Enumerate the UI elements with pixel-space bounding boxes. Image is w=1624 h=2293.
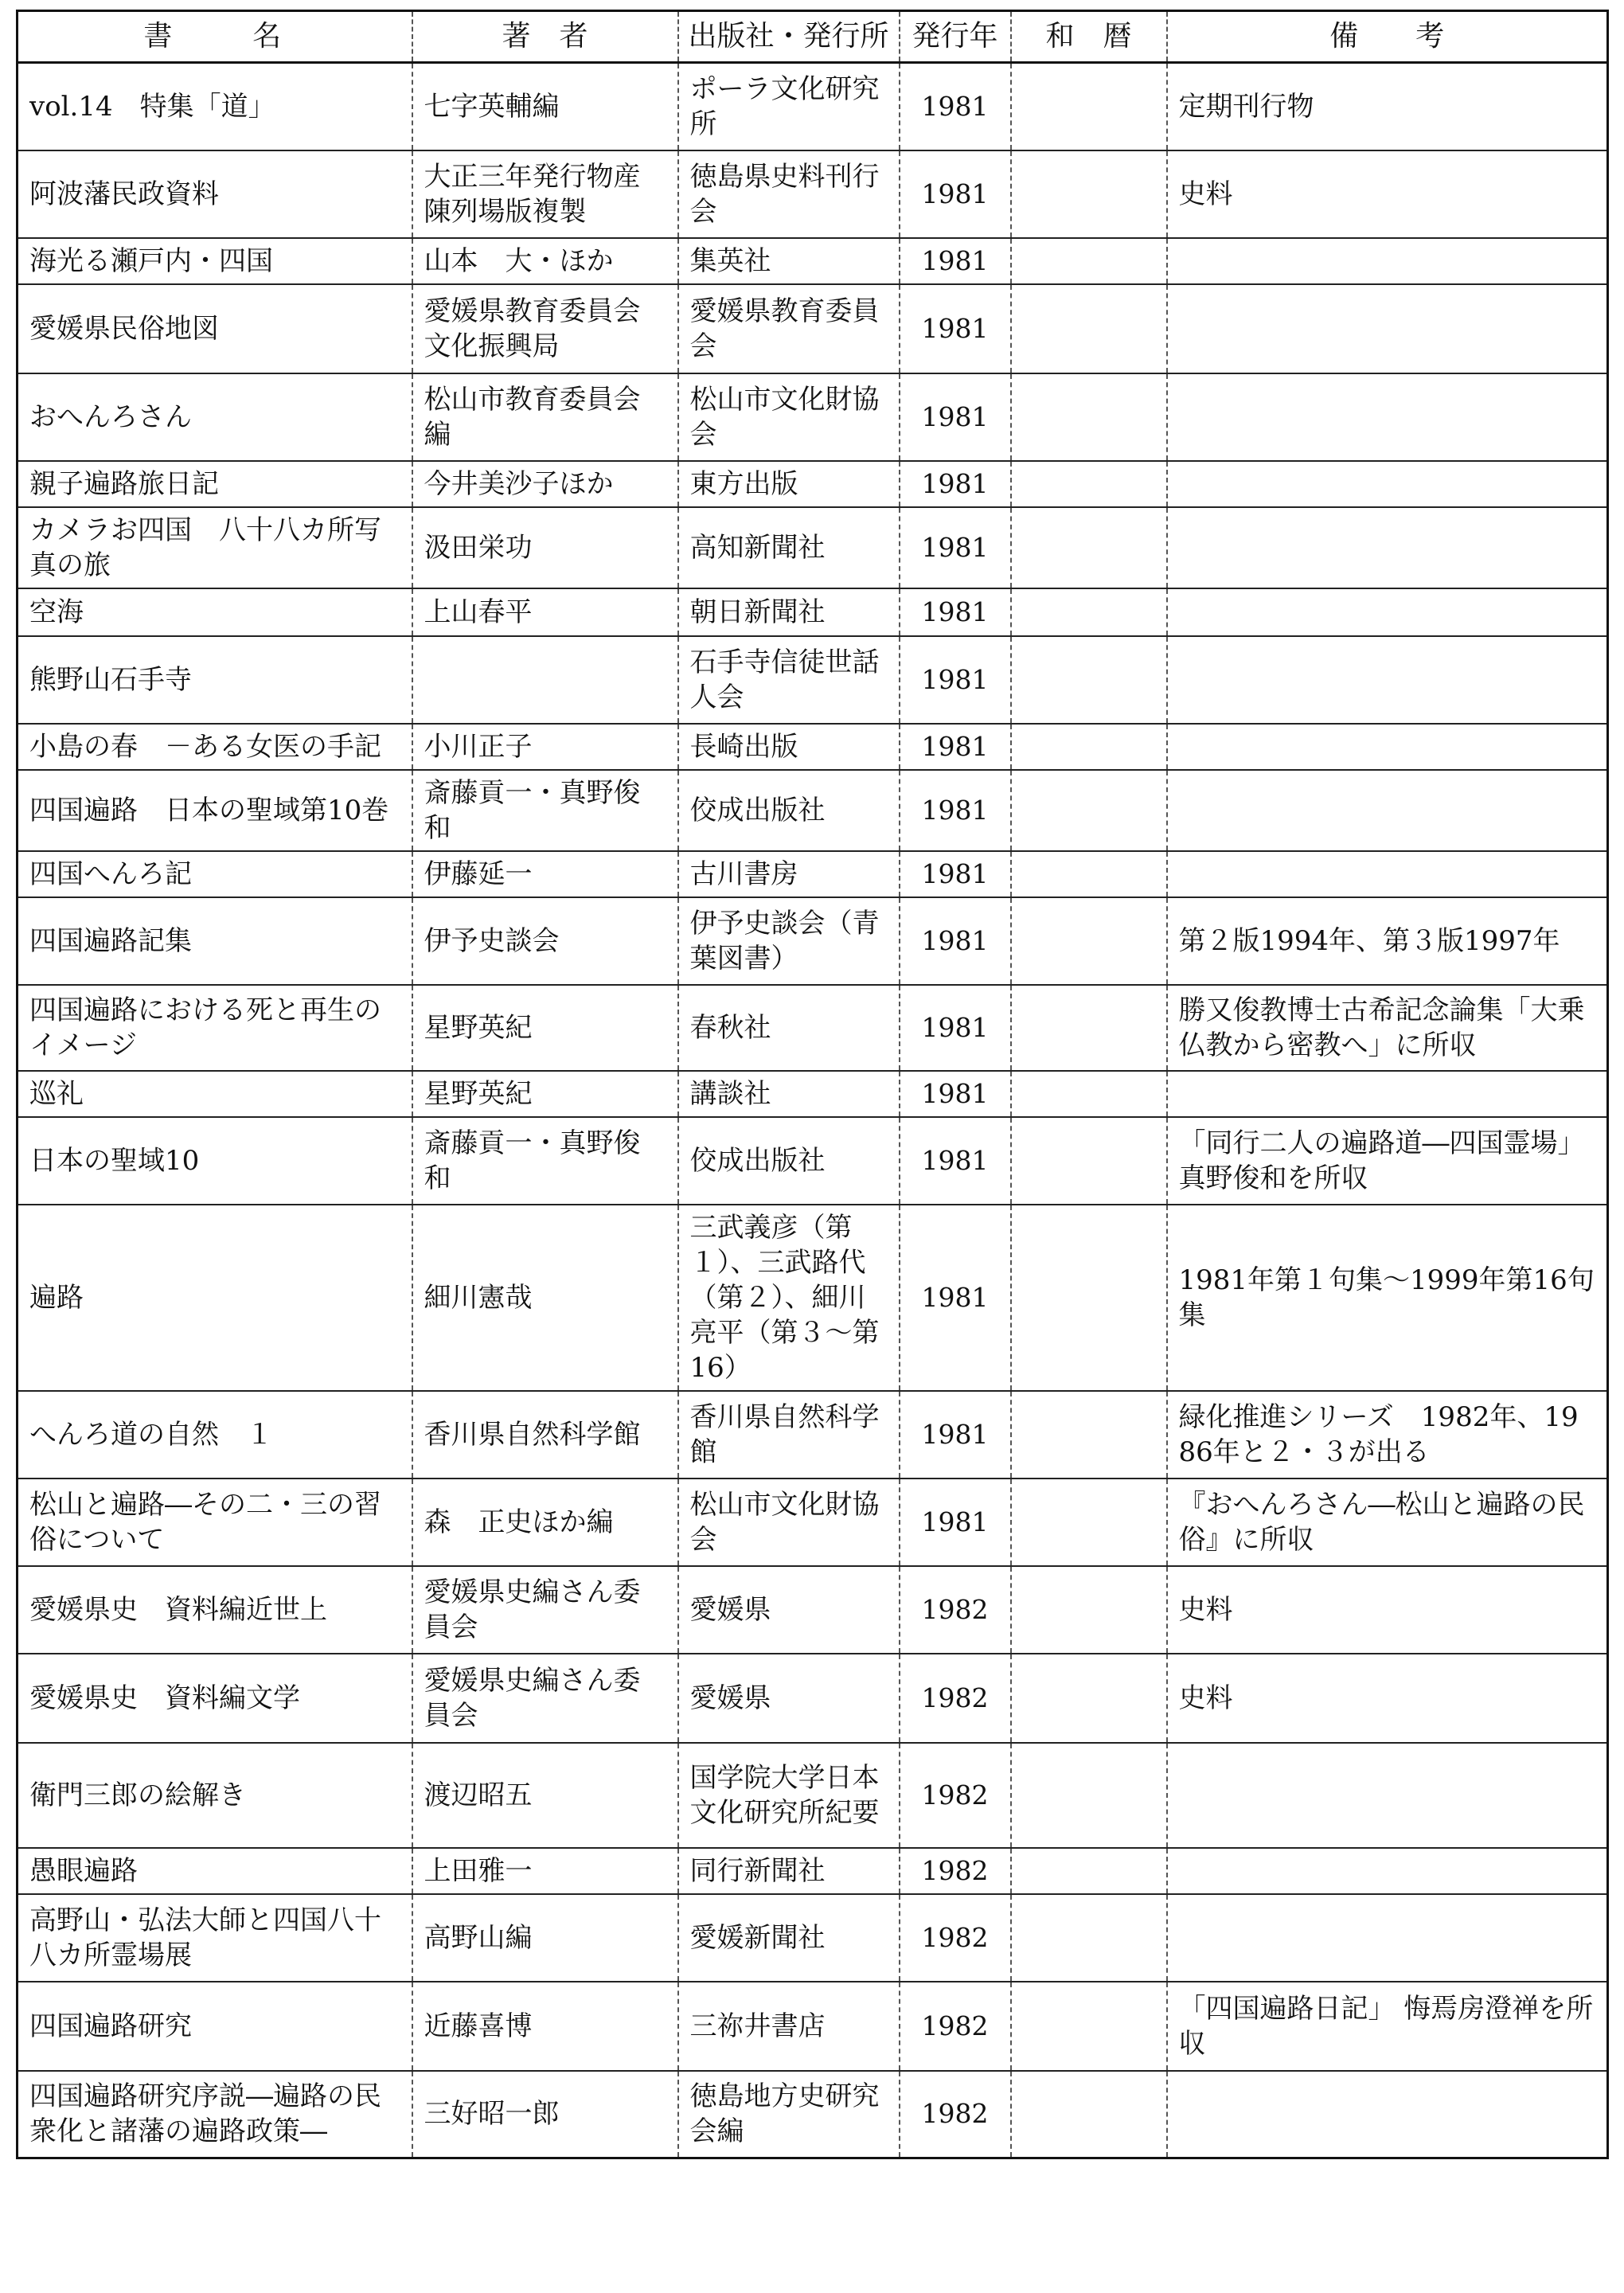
cell-title: 四国遍路における死と再生のイメージ — [18, 985, 412, 1071]
cell-era — [1011, 1743, 1167, 1848]
cell-year: 1981 — [900, 588, 1011, 636]
cell-publisher: 愛媛県 — [678, 1654, 900, 1743]
table-row — [18, 724, 1608, 770]
cell-publisher: 愛媛新聞社 — [678, 1894, 900, 1982]
cell-notes — [1167, 2071, 1608, 2158]
table-row — [18, 1205, 1608, 1391]
cell-era — [1011, 1654, 1167, 1743]
cell-notes — [1167, 636, 1608, 724]
cell-author: 細川憲哉 — [412, 1205, 678, 1391]
cell-notes — [1167, 1071, 1608, 1117]
header-row — [18, 11, 1608, 63]
cell-author: 上山春平 — [412, 588, 678, 636]
cell-year: 1981 — [900, 985, 1011, 1071]
cell-year: 1981 — [900, 238, 1011, 284]
cell-author: 松山市教育委員会編 — [412, 373, 678, 461]
table-row — [18, 1071, 1608, 1117]
cell-year: 1981 — [900, 851, 1011, 897]
cell-publisher: 東方出版 — [678, 461, 900, 507]
cell-year: 1981 — [900, 150, 1011, 238]
cell-year: 1981 — [900, 1391, 1011, 1479]
cell-publisher: 古川書房 — [678, 851, 900, 897]
cell-notes: 勝又俊教博士古希記念論集「大乗仏教から密教へ」に所収 — [1167, 985, 1608, 1071]
cell-year: 1981 — [900, 897, 1011, 985]
cell-era — [1011, 1205, 1167, 1391]
cell-notes: 史料 — [1167, 1566, 1608, 1654]
cell-title: 巡礼 — [18, 1071, 412, 1117]
cell-notes — [1167, 1848, 1608, 1894]
cell-era — [1011, 1117, 1167, 1205]
cell-era — [1011, 150, 1167, 238]
cell-author: 伊予史談会 — [412, 897, 678, 985]
cell-year: 1982 — [900, 1654, 1011, 1743]
cell-era — [1011, 724, 1167, 770]
table-row — [18, 2071, 1608, 2158]
cell-year: 1981 — [900, 1479, 1011, 1566]
cell-author: 斎藤貢一・真野俊和 — [412, 770, 678, 851]
cell-era — [1011, 770, 1167, 851]
cell-author: 星野英紀 — [412, 1071, 678, 1117]
cell-author: 小川正子 — [412, 724, 678, 770]
cell-publisher: 集英社 — [678, 238, 900, 284]
cell-notes: 史料 — [1167, 1654, 1608, 1743]
cell-title: 四国遍路 日本の聖域第10巻 — [18, 770, 412, 851]
cell-title: 衛門三郎の絵解き — [18, 1743, 412, 1848]
table-row — [18, 284, 1608, 373]
table-row — [18, 150, 1608, 238]
cell-era — [1011, 985, 1167, 1071]
table-row — [18, 851, 1608, 897]
header-era: 和 暦 — [1011, 11, 1167, 63]
table-row — [18, 238, 1608, 284]
cell-title: 愛媛県史 資料編近世上 — [18, 1566, 412, 1654]
cell-era — [1011, 897, 1167, 985]
cell-notes — [1167, 461, 1608, 507]
cell-publisher: 徳島県史料刊行会 — [678, 150, 900, 238]
cell-title: へんろ道の自然 １ — [18, 1391, 412, 1479]
cell-author: 今井美沙子ほか — [412, 461, 678, 507]
cell-publisher: 佼成出版社 — [678, 770, 900, 851]
cell-era — [1011, 1071, 1167, 1117]
cell-notes — [1167, 770, 1608, 851]
cell-notes — [1167, 588, 1608, 636]
cell-author: 愛媛県史編さん委員会 — [412, 1654, 678, 1743]
cell-author: 七字英輔編 — [412, 63, 678, 150]
header-author: 著 者 — [412, 11, 678, 63]
cell-title: おへんろさん — [18, 373, 412, 461]
cell-year: 1982 — [900, 1566, 1011, 1654]
header-publisher: 出版社・発行所 — [678, 11, 900, 63]
table-row — [18, 507, 1608, 588]
cell-publisher: ポーラ文化研究所 — [678, 63, 900, 150]
cell-year: 1981 — [900, 373, 1011, 461]
header-notes: 備 考 — [1167, 11, 1608, 63]
cell-year: 1981 — [900, 461, 1011, 507]
cell-title: 熊野山石手寺 — [18, 636, 412, 724]
cell-author: 渡辺昭五 — [412, 1743, 678, 1848]
cell-publisher: 松山市文化財協会 — [678, 373, 900, 461]
cell-notes — [1167, 1743, 1608, 1848]
cell-publisher: 石手寺信徒世話人会 — [678, 636, 900, 724]
cell-publisher: 国学院大学日本文化研究所紀要 — [678, 1743, 900, 1848]
cell-publisher: 講談社 — [678, 1071, 900, 1117]
cell-title: vol.14 特集「道」 — [18, 63, 412, 150]
cell-notes — [1167, 724, 1608, 770]
cell-publisher: 長崎出版 — [678, 724, 900, 770]
cell-title: 愛媛県民俗地図 — [18, 284, 412, 373]
cell-publisher: 徳島地方史研究会編 — [678, 2071, 900, 2158]
cell-year: 1982 — [900, 1982, 1011, 2071]
header-title: 書 名 — [18, 11, 412, 63]
cell-era — [1011, 1982, 1167, 2071]
table-row — [18, 985, 1608, 1071]
cell-year: 1981 — [900, 636, 1011, 724]
cell-title: 松山と遍路―その二・三の習俗について — [18, 1479, 412, 1566]
cell-author: 上田雅一 — [412, 1848, 678, 1894]
table-row — [18, 588, 1608, 636]
cell-year: 1982 — [900, 1848, 1011, 1894]
table-row — [18, 1848, 1608, 1894]
cell-publisher: 高知新聞社 — [678, 507, 900, 588]
table-row — [18, 1743, 1608, 1848]
cell-year: 1981 — [900, 770, 1011, 851]
cell-year: 1981 — [900, 1205, 1011, 1391]
cell-notes — [1167, 507, 1608, 588]
cell-year: 1982 — [900, 1743, 1011, 1848]
cell-era — [1011, 63, 1167, 150]
cell-year: 1981 — [900, 284, 1011, 373]
cell-author: 近藤喜博 — [412, 1982, 678, 2071]
cell-era — [1011, 1479, 1167, 1566]
cell-publisher: 松山市文化財協会 — [678, 1479, 900, 1566]
cell-author: 香川県自然科学館 — [412, 1391, 678, 1479]
cell-publisher: 香川県自然科学館 — [678, 1391, 900, 1479]
cell-year: 1981 — [900, 724, 1011, 770]
cell-notes: 1981年第１句集～1999年第16句集 — [1167, 1205, 1608, 1391]
cell-year: 1982 — [900, 1894, 1011, 1982]
cell-era — [1011, 636, 1167, 724]
cell-title: 空海 — [18, 588, 412, 636]
cell-publisher: 伊予史談会（青葉図書） — [678, 897, 900, 985]
cell-notes: 「同行二人の遍路道―四国霊場」真野俊和を所収 — [1167, 1117, 1608, 1205]
cell-author: 星野英紀 — [412, 985, 678, 1071]
cell-era — [1011, 1391, 1167, 1479]
cell-era — [1011, 238, 1167, 284]
cell-author: 汲田栄功 — [412, 507, 678, 588]
cell-notes: 定期刊行物 — [1167, 63, 1608, 150]
table-row — [18, 461, 1608, 507]
cell-year: 1981 — [900, 507, 1011, 588]
cell-publisher: 愛媛県 — [678, 1566, 900, 1654]
table-row — [18, 373, 1608, 461]
cell-title: 日本の聖域10 — [18, 1117, 412, 1205]
cell-era — [1011, 1566, 1167, 1654]
table-row — [18, 1391, 1608, 1479]
cell-notes — [1167, 373, 1608, 461]
cell-notes: 緑化推進シリーズ 1982年、1986年と２・３が出る — [1167, 1391, 1608, 1479]
cell-author: 山本 大・ほか — [412, 238, 678, 284]
cell-notes — [1167, 284, 1608, 373]
table-row — [18, 636, 1608, 724]
cell-era — [1011, 1894, 1167, 1982]
cell-title: 四国遍路研究序説―遍路の民衆化と諸藩の遍路政策― — [18, 2071, 412, 2158]
cell-author: 斎藤貢一・真野俊和 — [412, 1117, 678, 1205]
cell-era — [1011, 2071, 1167, 2158]
cell-author: 三好昭一郎 — [412, 2071, 678, 2158]
header-year: 発行年 — [900, 11, 1011, 63]
cell-title: 四国へんろ記 — [18, 851, 412, 897]
cell-author — [412, 636, 678, 724]
bibliography-table — [16, 10, 1609, 2159]
cell-year: 1982 — [900, 2071, 1011, 2158]
cell-author: 愛媛県教育委員会文化振興局 — [412, 284, 678, 373]
cell-title: 愚眼遍路 — [18, 1848, 412, 1894]
table-row — [18, 63, 1608, 150]
cell-title: 遍路 — [18, 1205, 412, 1391]
cell-author: 大正三年発行物産陳列場版複製 — [412, 150, 678, 238]
cell-era — [1011, 588, 1167, 636]
table-row — [18, 1982, 1608, 2071]
cell-author: 愛媛県史編さん委員会 — [412, 1566, 678, 1654]
cell-author: 森 正史ほか編 — [412, 1479, 678, 1566]
table-row — [18, 1117, 1608, 1205]
cell-year: 1981 — [900, 1117, 1011, 1205]
cell-title: 高野山・弘法大師と四国八十八カ所霊場展 — [18, 1894, 412, 1982]
cell-publisher: 三祢井書店 — [678, 1982, 900, 2071]
cell-title: カメラお四国 八十八カ所写真の旅 — [18, 507, 412, 588]
cell-year: 1981 — [900, 63, 1011, 150]
cell-title: 親子遍路旅日記 — [18, 461, 412, 507]
cell-author: 高野山編 — [412, 1894, 678, 1982]
cell-notes: 『おへんろさん―松山と遍路の民俗』に所収 — [1167, 1479, 1608, 1566]
table-row — [18, 897, 1608, 985]
cell-title: 小島の春 －ある女医の手記 — [18, 724, 412, 770]
cell-title: 四国遍路研究 — [18, 1982, 412, 2071]
table-row — [18, 1479, 1608, 1566]
cell-era — [1011, 373, 1167, 461]
cell-notes — [1167, 1894, 1608, 1982]
cell-title: 四国遍路記集 — [18, 897, 412, 985]
cell-publisher: 春秋社 — [678, 985, 900, 1071]
cell-notes — [1167, 851, 1608, 897]
cell-notes: 「四国遍路日記」 悔焉房澄禅を所収 — [1167, 1982, 1608, 2071]
table-body — [18, 63, 1608, 2158]
cell-era — [1011, 284, 1167, 373]
table-row — [18, 1566, 1608, 1654]
cell-notes — [1167, 238, 1608, 284]
cell-notes: 第２版1994年、第３版1997年 — [1167, 897, 1608, 985]
cell-publisher: 三武義彦（第１）、三武路代（第２）、細川亮平（第３～第16） — [678, 1205, 900, 1391]
cell-publisher: 佼成出版社 — [678, 1117, 900, 1205]
table-row — [18, 1654, 1608, 1743]
cell-era — [1011, 507, 1167, 588]
cell-era — [1011, 461, 1167, 507]
cell-author: 伊藤延一 — [412, 851, 678, 897]
table-row — [18, 1894, 1608, 1982]
cell-title: 阿波藩民政資料 — [18, 150, 412, 238]
cell-notes: 史料 — [1167, 150, 1608, 238]
cell-publisher: 朝日新聞社 — [678, 588, 900, 636]
cell-era — [1011, 1848, 1167, 1894]
cell-year: 1981 — [900, 1071, 1011, 1117]
cell-publisher: 同行新聞社 — [678, 1848, 900, 1894]
cell-title: 海光る瀬戸内・四国 — [18, 238, 412, 284]
cell-era — [1011, 851, 1167, 897]
cell-title: 愛媛県史 資料編文学 — [18, 1654, 412, 1743]
table-row — [18, 770, 1608, 851]
cell-publisher: 愛媛県教育委員会 — [678, 284, 900, 373]
